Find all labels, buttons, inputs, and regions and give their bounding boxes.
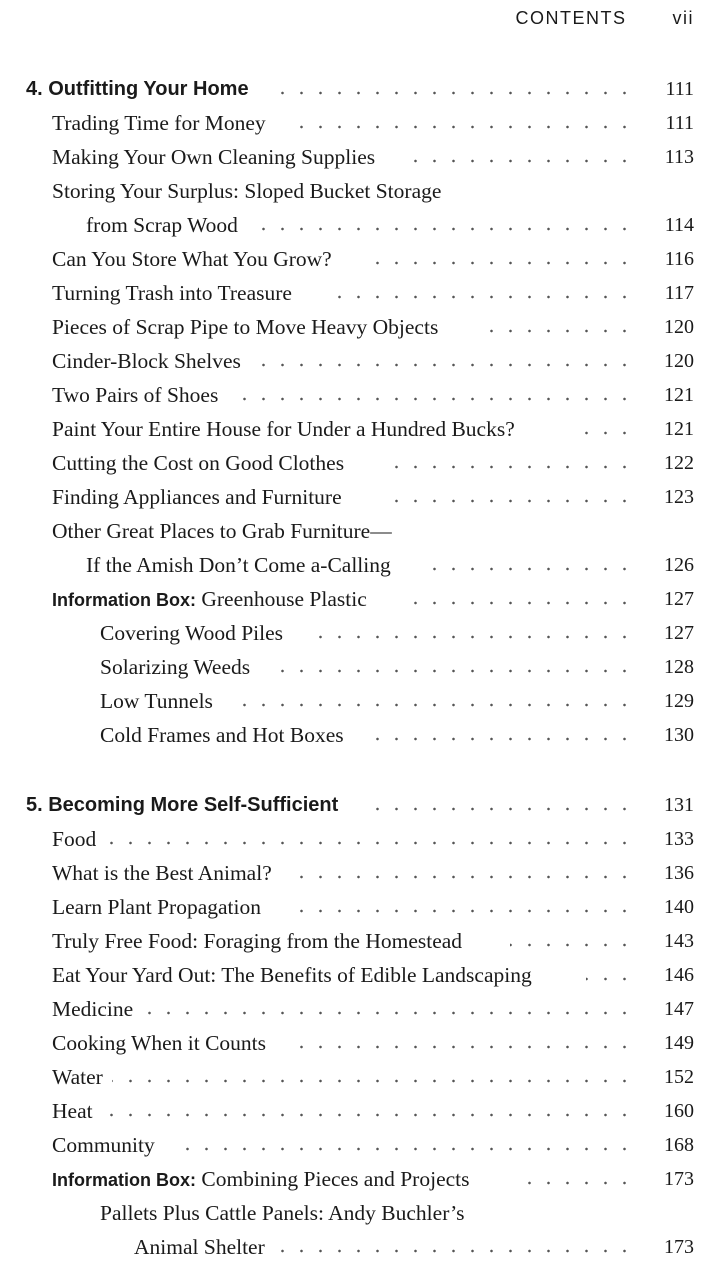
toc-entry-page: 147 <box>658 992 694 1026</box>
dot-leader <box>410 159 634 163</box>
toc-entry[interactable] <box>0 106 720 140</box>
toc-entry-page: 143 <box>658 924 694 958</box>
toc-entry-page: 131 <box>658 788 694 822</box>
toc-entry-title: Medicine <box>52 992 137 1026</box>
toc-entry-title <box>52 582 371 617</box>
toc-entry[interactable] <box>0 924 720 958</box>
toc-entry-title: Trading Time for Money <box>52 106 270 140</box>
dot-leader <box>296 875 634 879</box>
toc-entry-page: 152 <box>658 1060 694 1094</box>
toc-entry-page: 168 <box>658 1128 694 1162</box>
toc-entry[interactable] <box>0 822 720 856</box>
toc-entry-page: 140 <box>658 890 694 924</box>
toc-entry-page: 116 <box>659 242 694 276</box>
information-box-label: Information Box: <box>52 1170 196 1190</box>
toc-entry-title: Cooking When it Counts <box>52 1026 270 1060</box>
toc-subentry[interactable] <box>0 718 720 752</box>
toc-entry-page: 120 <box>658 310 694 344</box>
dot-leader <box>268 669 634 673</box>
toc-entry-page: 120 <box>658 344 694 378</box>
toc-entry-page: 111 <box>659 106 694 140</box>
toc-entry-page: 160 <box>658 1094 694 1128</box>
toc-subentry[interactable] <box>0 650 720 684</box>
toc-entry-title: 5. Becoming More Self-Sufficient <box>26 788 342 822</box>
dot-leader <box>526 1181 634 1185</box>
dot-leader <box>388 465 634 469</box>
toc-entry[interactable] <box>0 310 720 344</box>
toc-entry-title: Storing Your Surplus: Sloped Bucket Storage <box>52 174 445 208</box>
toc-entry-page: 130 <box>658 718 694 752</box>
toc-chapter[interactable] <box>0 72 720 106</box>
dot-leader <box>304 635 634 639</box>
toc-entry-page: 133 <box>658 822 694 856</box>
toc-entry-title: Covering Wood Piles <box>100 616 287 650</box>
toc-entry-title: Animal Shelter <box>134 1230 269 1264</box>
toc-entry-page: 149 <box>658 1026 694 1060</box>
dot-leader <box>238 397 634 401</box>
dot-leader <box>296 1045 634 1049</box>
dot-leader <box>170 1147 634 1151</box>
toc-entry[interactable] <box>0 958 720 992</box>
toc-entry-title: Food <box>52 822 100 856</box>
toc-entry-title: Learn Plant Propagation <box>52 890 265 924</box>
dot-leader <box>270 91 634 95</box>
toc-subentry[interactable] <box>0 1196 720 1230</box>
toc-entry-title: Cold Frames and Hot Boxes <box>100 718 348 752</box>
toc-entry-title: Cinder-Block Shelves <box>52 344 245 378</box>
toc-subentry[interactable] <box>0 684 720 718</box>
dot-leader <box>424 567 634 571</box>
toc-entry-title: Can You Store What You Grow? <box>52 242 336 276</box>
toc-entry-title: Heat <box>52 1094 97 1128</box>
toc-entry-title: Pieces of Scrap Pipe to Move Heavy Objects <box>52 310 442 344</box>
dot-leader <box>586 977 634 981</box>
toc-entry-page: 127 <box>658 616 694 650</box>
dot-leader <box>572 431 634 435</box>
toc-information-box[interactable] <box>0 1162 720 1196</box>
toc-entry-title: Turning Trash into Treasure <box>52 276 296 310</box>
toc-entry[interactable] <box>0 1094 720 1128</box>
toc-entry-title: Making Your Own Cleaning Supplies <box>52 140 379 174</box>
toc-entry-page: 121 <box>658 378 694 412</box>
toc-entry-title: Solarizing Weeds <box>100 650 254 684</box>
dot-leader <box>362 261 634 265</box>
dot-leader <box>328 295 634 299</box>
toc-entry-page: 173 <box>658 1162 694 1196</box>
dot-leader <box>280 1249 634 1253</box>
toc-entry[interactable] <box>0 140 720 174</box>
toc-entry[interactable] <box>0 890 720 924</box>
toc-entry[interactable] <box>0 276 720 310</box>
toc-entry-continued[interactable] <box>0 208 720 242</box>
toc-entry-title <box>52 1162 474 1197</box>
section-title: CONTENTS <box>515 8 627 28</box>
dot-leader <box>260 363 634 367</box>
dot-leader <box>256 227 634 231</box>
toc-entry-page: 136 <box>658 856 694 890</box>
toc-entry-page: 123 <box>658 480 694 514</box>
toc-entry[interactable] <box>0 480 720 514</box>
toc-entry-title: Low Tunnels <box>100 684 217 718</box>
dot-leader <box>362 807 634 811</box>
toc-chapter[interactable] <box>0 788 720 822</box>
toc-entry[interactable] <box>0 412 720 446</box>
toc-entry-title: Cutting the Cost on Good Clothes <box>52 446 348 480</box>
toc-entry-title: Community <box>52 1128 159 1162</box>
dot-leader <box>112 1079 634 1083</box>
toc-entry-page: 173 <box>658 1230 694 1264</box>
information-box-label: Information Box: <box>52 590 196 610</box>
toc-entry-title: Eat Your Yard Out: The Benefits of Edible Landscaping <box>52 958 536 992</box>
dot-leader <box>478 329 634 333</box>
toc-entry[interactable] <box>0 378 720 412</box>
toc-entry-title: Truly Free Food: Foraging from the Homestead <box>52 924 466 958</box>
toc-entry[interactable] <box>0 242 720 276</box>
toc-entry-page: 117 <box>659 276 694 310</box>
information-box-title: Greenhouse Plastic <box>196 587 367 611</box>
toc-entry-title: Finding Appliances and Furniture <box>52 480 346 514</box>
toc-entry[interactable] <box>0 856 720 890</box>
toc-entry-page: 146 <box>658 958 694 992</box>
dot-leader <box>144 1011 634 1015</box>
toc-entry-page: 114 <box>659 208 694 242</box>
dot-leader <box>290 125 634 129</box>
toc-entry[interactable] <box>0 992 720 1026</box>
toc-entry-page: 126 <box>658 548 694 582</box>
toc-entry[interactable] <box>0 1060 720 1094</box>
dot-leader <box>510 943 634 947</box>
dot-leader <box>104 841 634 845</box>
toc-entry-page: 129 <box>658 684 694 718</box>
toc-entry-page: 121 <box>658 412 694 446</box>
toc-entry-page: 111 <box>659 72 694 106</box>
page-number: vii <box>672 8 694 28</box>
toc-entry[interactable] <box>0 446 720 480</box>
dot-leader <box>410 601 634 605</box>
dot-leader <box>290 909 634 913</box>
running-head <box>516 8 695 29</box>
toc-entry-title: What is the Best Animal? <box>52 856 276 890</box>
toc-entry-title: from Scrap Wood <box>86 208 242 242</box>
dot-leader <box>370 737 634 741</box>
toc-subentry[interactable] <box>0 616 720 650</box>
toc-entry-page: 122 <box>658 446 694 480</box>
toc-entry-title: Pallets Plus Cattle Panels: Andy Buchler’s <box>100 1196 469 1230</box>
toc-entry[interactable] <box>0 344 720 378</box>
toc-entry-page: 127 <box>658 582 694 616</box>
toc-entry[interactable] <box>0 1026 720 1060</box>
dot-leader <box>380 499 634 503</box>
dot-leader <box>100 1113 634 1117</box>
toc-entry-title: 4. Outfitting Your Home <box>26 72 253 106</box>
toc-entry[interactable] <box>0 174 720 208</box>
toc-entry-title: Two Pairs of Shoes <box>52 378 222 412</box>
toc-entry-continued[interactable] <box>0 548 720 582</box>
toc-entry-title: Paint Your Entire House for Under a Hundred Bucks? <box>52 412 519 446</box>
toc-entry-page: 128 <box>658 650 694 684</box>
toc-entry-title: Water <box>52 1060 107 1094</box>
toc-entry-title: Other Great Places to Grab Furniture— <box>52 514 396 548</box>
information-box-title: Combining Pieces and Projects <box>196 1167 470 1191</box>
toc-entry[interactable] <box>0 1128 720 1162</box>
dot-leader <box>228 703 634 707</box>
toc-entry[interactable] <box>0 514 720 548</box>
toc-subentry-continued[interactable] <box>0 1230 720 1264</box>
toc-information-box[interactable] <box>0 582 720 616</box>
toc-entry-title: If the Amish Don’t Come a-Calling <box>86 548 395 582</box>
toc-entry-page: 113 <box>659 140 694 174</box>
